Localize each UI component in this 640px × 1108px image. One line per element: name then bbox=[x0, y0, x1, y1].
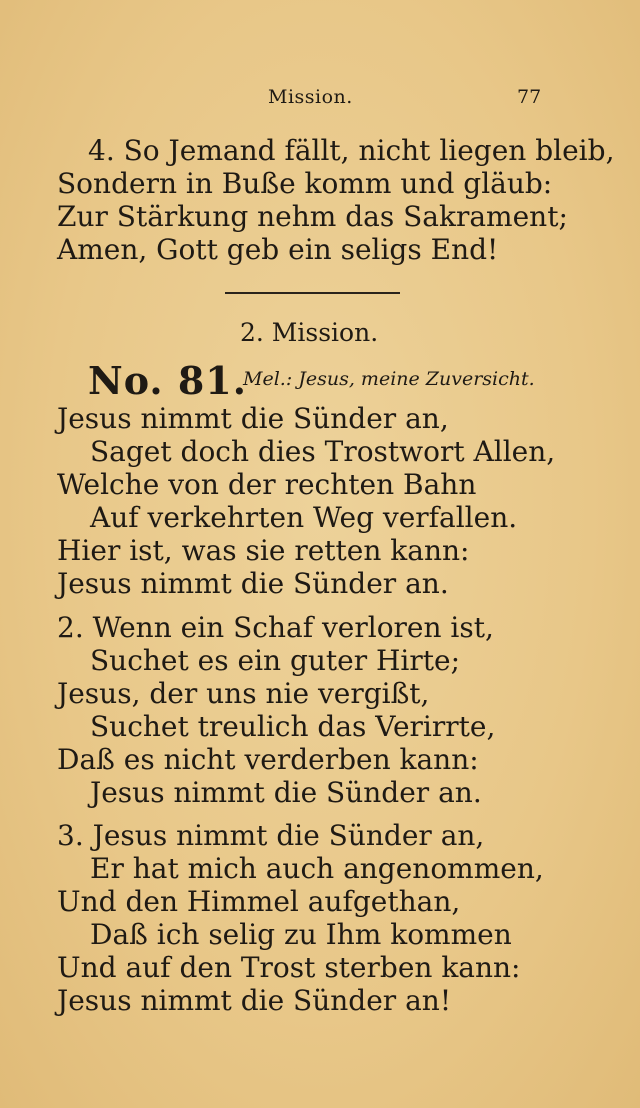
prev-hymn-line: Amen, Gott geb ein seligs End! bbox=[57, 233, 499, 266]
stanza-2-line: Suchet es ein guter Hirte; bbox=[90, 644, 461, 677]
prev-hymn-line: 4. So Jemand fällt, nicht liegen bleib, bbox=[88, 134, 615, 167]
hymn-number: No. 81. bbox=[88, 358, 247, 403]
stanza-2-line: 2. Wenn ein Schaf verloren ist, bbox=[57, 611, 494, 644]
stanza-2-line: Jesus nimmt die Sünder an. bbox=[90, 776, 482, 809]
stanza-1-line: Jesus nimmt die Sünder an. bbox=[57, 567, 449, 600]
prev-hymn-line: Sondern in Buße komm und gläub: bbox=[57, 167, 553, 200]
section-divider bbox=[225, 292, 400, 294]
stanza-3-line: Jesus nimmt die Sünder an! bbox=[57, 984, 452, 1017]
stanza-1-line: Jesus nimmt die Sünder an, bbox=[57, 402, 449, 435]
stanza-1-line: Hier ist, was sie retten kann: bbox=[57, 534, 470, 567]
stanza-2-line: Daß es nicht verderben kann: bbox=[57, 743, 479, 776]
stanza-3-line: Und auf den Trost sterben kann: bbox=[57, 951, 521, 984]
stanza-1-line: Welche von der rechten Bahn bbox=[57, 468, 477, 501]
stanza-3-line: Daß ich selig zu Ihm kommen bbox=[90, 918, 512, 951]
page-number: 77 bbox=[517, 86, 542, 108]
stanza-3-line: 3. Jesus nimmt die Sünder an, bbox=[57, 819, 485, 852]
stanza-1-line: Saget doch dies Trostwort Allen, bbox=[90, 435, 556, 468]
running-title: Mission. bbox=[268, 86, 353, 108]
melody-reference: Mel.: Jesus, meine Zuversicht. bbox=[243, 368, 535, 390]
stanza-2-line: Jesus, der uns nie vergißt, bbox=[57, 677, 430, 710]
stanza-3-line: Und den Himmel aufgethan, bbox=[57, 885, 461, 918]
stanza-1-line: Auf verkehrten Weg verfallen. bbox=[90, 501, 518, 534]
stanza-2-line: Suchet treulich das Verirrte, bbox=[90, 710, 496, 743]
section-heading: 2. Mission. bbox=[240, 318, 379, 347]
stanza-3-line: Er hat mich auch angenommen, bbox=[90, 852, 544, 885]
prev-hymn-line: Zur Stärkung nehm das Sakrament; bbox=[57, 200, 568, 233]
